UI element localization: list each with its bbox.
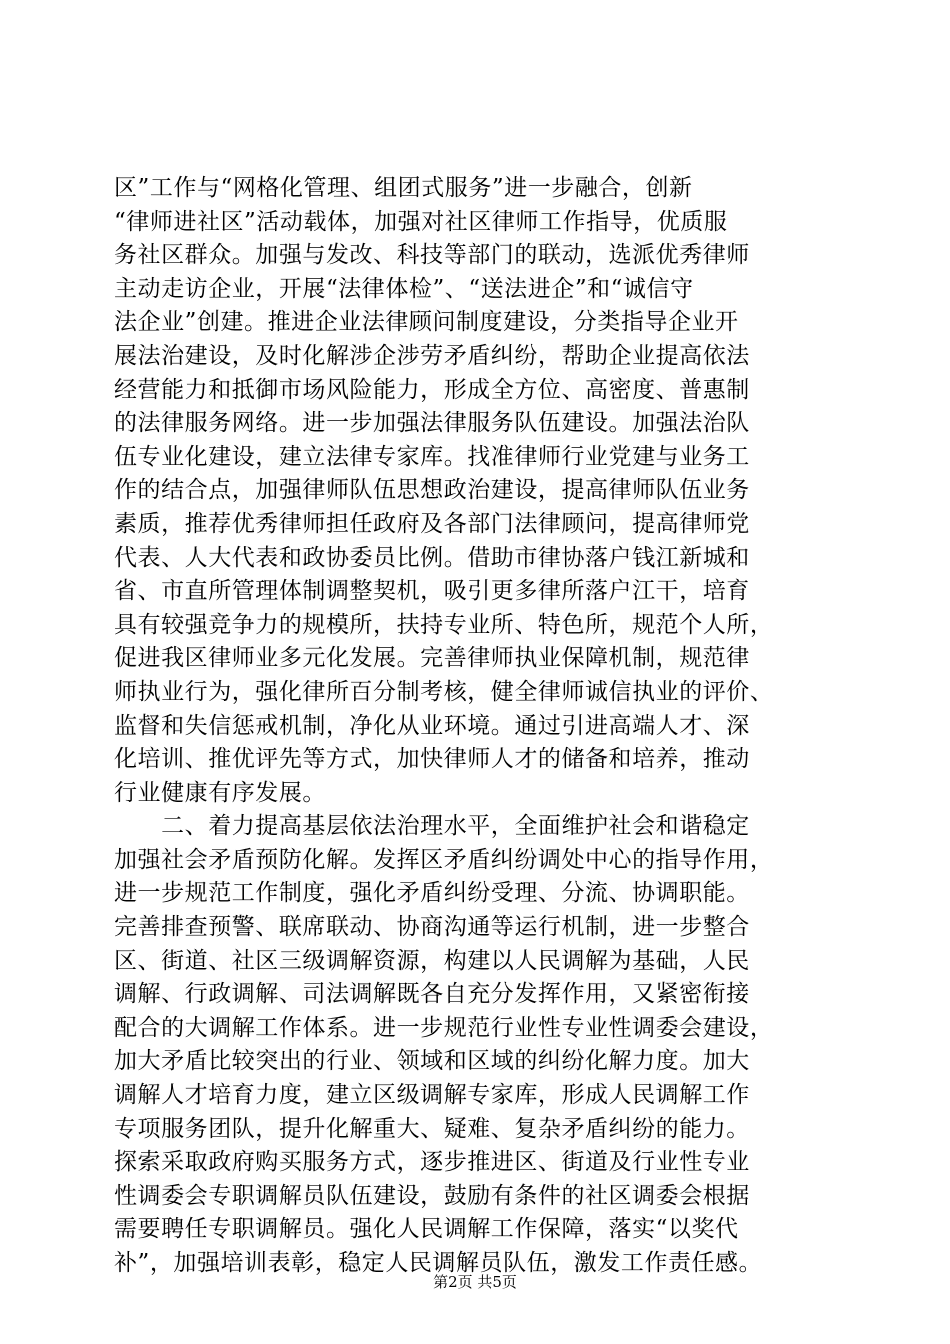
text-line: 具有较强竞争力的规模所，扶持专业所、特色所，规范个人所， [114, 611, 774, 638]
text-line: 行业健康有序发展。 [114, 779, 326, 806]
page-footer [0, 1272, 950, 1292]
text-line: 性调委会专职调解员队伍建设，鼓励有条件的社区调委会根据 [114, 1182, 750, 1209]
text-line: 调解人才培育力度，建立区级调解专家库，形成人民调解工作 [114, 1082, 750, 1109]
text-line: 素质，推荐优秀律师担任政府及各部门法律顾问，提高律师党 [114, 510, 750, 537]
text-line: 补”，加强培训表彰，稳定人民调解员队伍，激发工作责任感。 [114, 1250, 763, 1276]
text-line: 配合的大调解工作体系。进一步规范行业性专业性调委会建设， [114, 1014, 774, 1041]
text-line: 加大矛盾比较突出的行业、领域和区域的纠纷化解力度。加大 [114, 1048, 750, 1075]
text-line: 完善排查预警、联席联动、协商沟通等运行机制，进一步整合 [114, 914, 750, 941]
text-line: 监督和失信惩戒机制，净化从业环境。通过引进高端人才、深 [114, 712, 750, 739]
text-line: 经营能力和抵御市场风险能力，形成全方位、高密度、普惠制 [114, 376, 750, 403]
text-line: 主动走访企业，开展“法律体检”、“送法进企”和“诚信守 [114, 275, 694, 302]
section-heading: 二、着力提高基层依法治理水平，全面维护社会和谐稳定 [114, 813, 750, 840]
text-line: 专项服务团队，提升化解重大、疑难、复杂矛盾纠纷的能力。 [114, 1115, 750, 1142]
text-line: 探索采取政府购买服务方式，逐步推进区、街道及行业性专业 [114, 1149, 750, 1176]
text-line: “律师进社区”活动载体，加强对社区律师工作指导，优质服 [114, 208, 728, 235]
page-number: 第2页 共5页 [433, 1273, 517, 1291]
text-line: 化培训、推优评先等方式，加快律师人才的储备和培养，推动 [114, 746, 750, 773]
text-line: 伍专业化建设，建立法律专家库。找准律师行业党建与业务工 [114, 443, 750, 470]
text-line: 代表、人大代表和政协委员比例。借助市律协落户钱江新城和 [114, 544, 750, 571]
text-line: 区”工作与“网格化管理、组团式服务”进一步融合，创新 [114, 175, 693, 201]
text-line: 省、市直所管理体制调整契机，吸引更多律所落户江干，培育 [114, 578, 750, 605]
body-text [114, 172, 854, 1281]
text-line: 加强社会矛盾预防化解。发挥区矛盾纠纷调处中心的指导作用， [114, 846, 774, 873]
text-line: 促进我区律师业多元化发展。完善律师执业保障机制，规范律 [114, 645, 750, 672]
text-line: 务社区群众。加强与发改、科技等部门的联动，选派优秀律师 [114, 242, 750, 269]
text-line: 进一步规范工作制度，强化矛盾纠纷受理、分流、协调职能。 [114, 880, 750, 907]
text-line: 区、街道、社区三级调解资源，构建以人民调解为基础，人民 [114, 947, 750, 974]
text-line: 的法律服务网络。进一步加强法律服务队伍建设。加强法治队 [114, 410, 750, 437]
text-line: 法企业”创建。推进企业法律顾问制度建设，分类指导企业开 [114, 309, 739, 336]
text-line: 需要聘任专职调解员。强化人民调解工作保障，落实“以奖代 [114, 1216, 739, 1243]
text-line: 师执业行为，强化律所百分制考核，健全律师诚信执业的评价、 [114, 678, 774, 705]
text-line: 作的结合点，加强律师队伍思想政治建设，提高律师队伍业务 [114, 477, 750, 504]
text-line: 展法治建设，及时化解涉企涉劳矛盾纠纷，帮助企业提高依法 [114, 342, 750, 369]
text-line: 调解、行政调解、司法调解既各自充分发挥作用，又紧密衔接 [114, 981, 750, 1008]
